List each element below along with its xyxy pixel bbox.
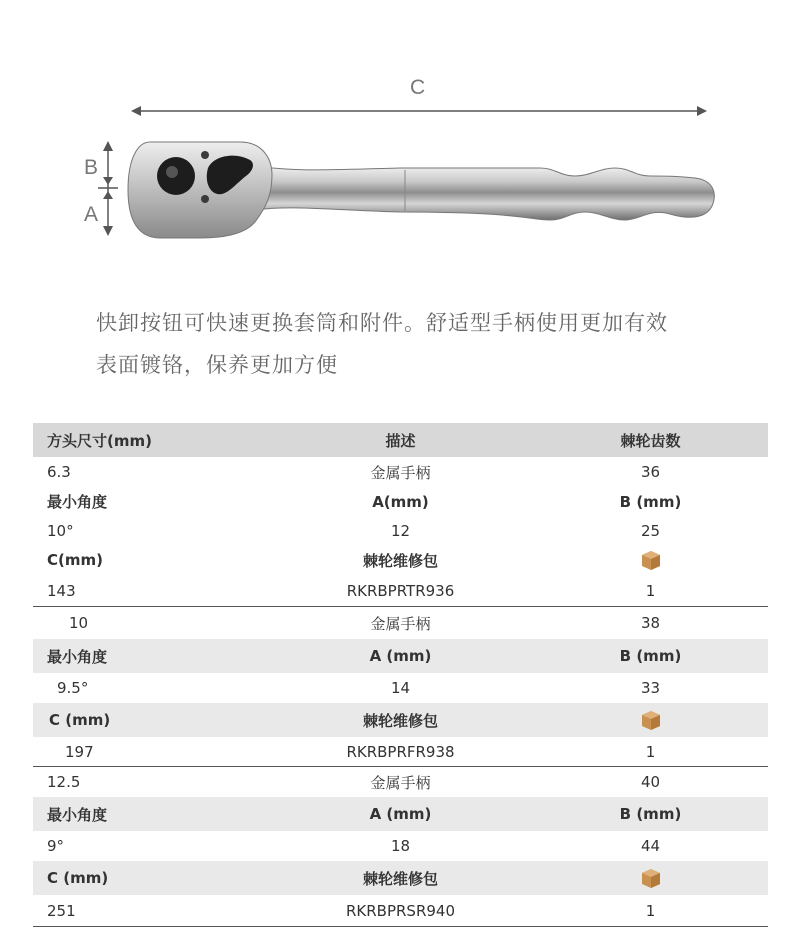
table-row: [33, 673, 768, 703]
box-icon: [640, 709, 662, 731]
repair-kit-value: RKRBPRFR938: [346, 742, 455, 761]
teeth-value: 36: [640, 463, 661, 481]
table-row: [33, 607, 768, 639]
description-line-2: 表面镀铬，保养更加方便: [96, 353, 338, 377]
a-value: 12: [390, 521, 411, 540]
table-row: [33, 457, 768, 487]
b-value: 44: [640, 837, 661, 855]
teeth-value: 40: [640, 773, 661, 791]
table-row: [33, 639, 768, 673]
box-icon: [640, 549, 662, 571]
product-description: [96, 302, 756, 386]
c-label: C(mm): [47, 551, 103, 569]
a-value: 18: [390, 837, 411, 855]
header-teeth: 棘轮齿数: [620, 431, 681, 450]
angle-value: 9.5°: [57, 679, 89, 697]
dimension-b-label: B: [84, 156, 99, 179]
table-row: [33, 516, 768, 545]
size-value: 6.3: [47, 463, 71, 481]
angle-value: 10°: [47, 521, 74, 540]
wrench-handle: [250, 165, 714, 220]
a-value: 14: [390, 679, 411, 697]
c-label: C (mm): [47, 869, 109, 887]
c-value: 251: [47, 901, 76, 920]
table-row: [33, 737, 768, 767]
repair-kit-value: RKRBPRSR940: [345, 901, 455, 920]
angle-label: 最小角度: [47, 647, 108, 666]
table-header: [33, 423, 768, 457]
a-label: A (mm): [369, 647, 432, 665]
dimension-ab-arrows: [98, 141, 118, 236]
a-label: A (mm): [369, 805, 432, 823]
b-value: 25: [640, 521, 661, 540]
teeth-value: 38: [640, 614, 661, 632]
wrench-diagram: [0, 0, 800, 290]
repair-kit-qty: 1: [645, 901, 656, 920]
description-value: 金属手柄: [370, 614, 431, 633]
table-row: [33, 703, 768, 737]
table-row: [33, 575, 768, 607]
table-row: [33, 831, 768, 861]
table-row: [33, 895, 768, 927]
b-label: B (mm): [619, 492, 682, 511]
table-row: [33, 797, 768, 831]
box-icon: [640, 867, 662, 889]
b-value: 33: [640, 679, 661, 697]
repair-kit-label: 棘轮维修包: [362, 551, 438, 570]
wrench-head: [128, 142, 272, 238]
repair-kit-qty: 1: [645, 581, 656, 600]
repair-kit-label: 棘轮维修包: [362, 869, 438, 888]
c-value: 197: [65, 742, 94, 761]
dimension-a-label: A: [84, 203, 99, 226]
a-label: A(mm): [372, 492, 429, 511]
c-value: 143: [47, 581, 76, 600]
b-label: B (mm): [619, 647, 682, 665]
size-value: 10: [69, 614, 89, 632]
header-size: 方头尺寸(mm): [47, 431, 152, 450]
angle-label: 最小角度: [47, 805, 108, 824]
ratchet-wrench-illustration: [0, 0, 800, 290]
repair-kit-value: RKRBPRTR936: [346, 581, 455, 600]
table-row: [33, 487, 768, 516]
table-row: [33, 545, 768, 575]
size-value: 12.5: [47, 773, 81, 791]
description-line-1: 快卸按钮可快速更换套筒和附件。舒适型手柄使用更加有效: [96, 311, 668, 335]
table-row: [33, 861, 768, 895]
b-label: B (mm): [619, 805, 682, 823]
spec-table: [33, 423, 768, 927]
angle-value: 9°: [47, 837, 65, 855]
c-label: C (mm): [49, 711, 111, 729]
description-value: 金属手柄: [370, 773, 431, 792]
header-description: 描述: [385, 431, 416, 450]
table-row: [33, 767, 768, 797]
repair-kit-label: 棘轮维修包: [362, 711, 438, 730]
dimension-c-arrow: [131, 106, 707, 116]
repair-kit-qty: 1: [645, 742, 656, 761]
description-value: 金属手柄: [370, 463, 431, 482]
angle-label: 最小角度: [47, 493, 108, 511]
dimension-c-label: C: [410, 76, 426, 99]
